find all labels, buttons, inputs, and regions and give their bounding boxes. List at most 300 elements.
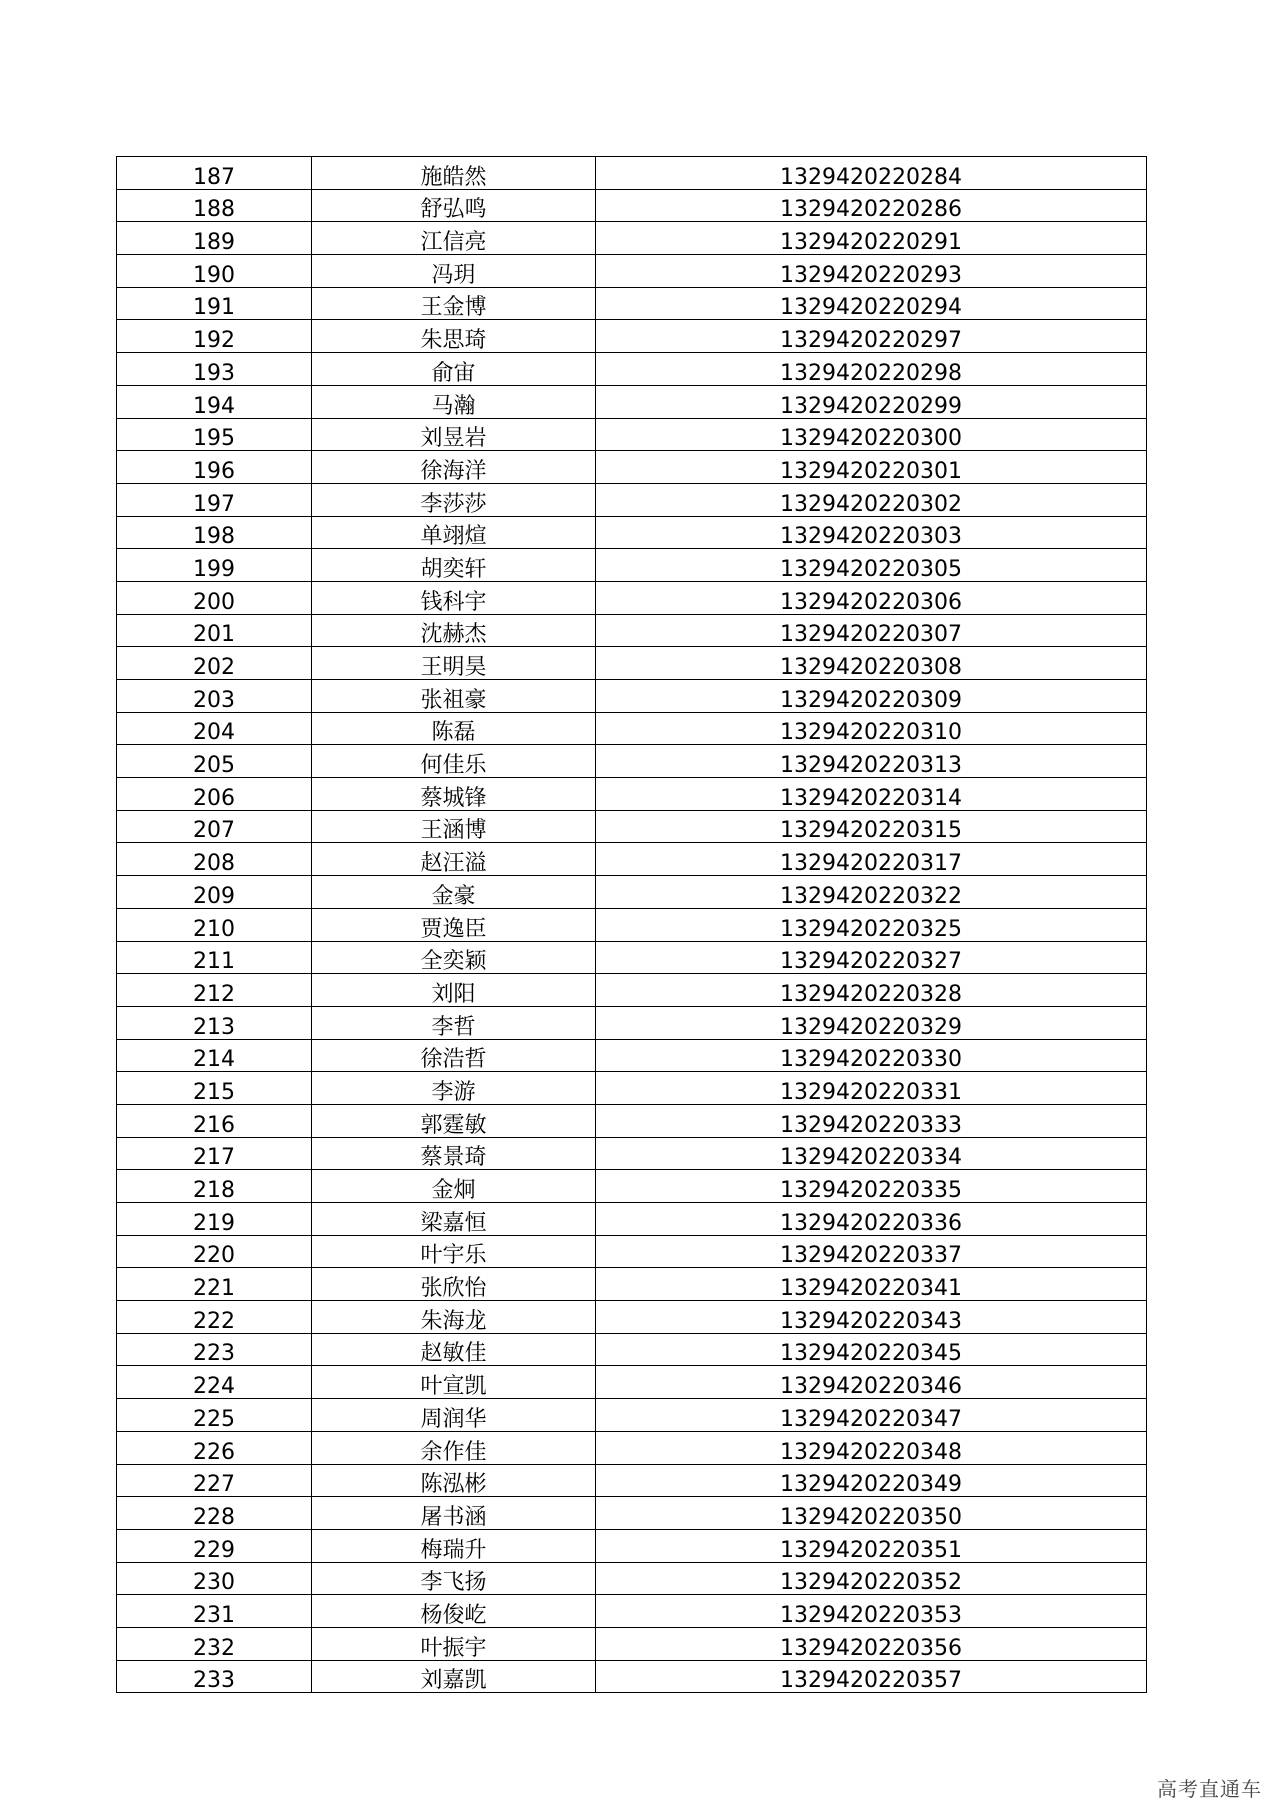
student-name-cell <box>312 1660 596 1693</box>
exam-number-cell <box>596 385 1147 418</box>
student-name-cell <box>312 810 596 843</box>
exam-number-cell-text: 1329420220343 <box>780 1308 962 1334</box>
table-row <box>117 287 1147 320</box>
row-number-cell <box>117 941 312 974</box>
student-name-cell <box>312 1333 596 1366</box>
exam-number-cell-text: 1329420220322 <box>780 883 962 909</box>
exam-number-cell-text: 1329420220297 <box>780 328 962 353</box>
exam-number-cell <box>596 1333 1147 1366</box>
exam-number-cell <box>596 974 1147 1007</box>
row-number-cell <box>117 418 312 451</box>
row-number-cell-text: 206 <box>193 785 235 811</box>
row-number-cell <box>117 1039 312 1072</box>
table-row <box>117 1529 1147 1562</box>
row-number-cell-text: 193 <box>193 360 235 386</box>
student-name-cell-text: 单翊煊 <box>420 524 487 549</box>
exam-number-cell-text: 1329420220352 <box>780 1570 962 1595</box>
student-name-cell-text: 梅瑞升 <box>420 1537 487 1563</box>
row-number-cell-text: 202 <box>193 655 235 680</box>
student-name-cell <box>312 320 596 353</box>
student-name-cell-text: 余作佳 <box>420 1439 487 1464</box>
exam-number-cell-text: 1329420220305 <box>780 556 962 582</box>
exam-number-cell-text: 1329420220306 <box>780 589 962 615</box>
exam-number-cell <box>596 1562 1147 1595</box>
table-row <box>117 614 1147 647</box>
exam-number-cell-text: 1329420220293 <box>780 262 962 288</box>
table-row <box>117 647 1147 680</box>
student-name-cell <box>312 1399 596 1432</box>
student-name-cell <box>312 1627 596 1660</box>
row-number-cell <box>117 974 312 1007</box>
student-name-cell <box>312 483 596 516</box>
table-row <box>117 581 1147 614</box>
row-number-cell-text: 218 <box>193 1178 235 1203</box>
table-row <box>117 778 1147 811</box>
row-number-cell <box>117 1595 312 1628</box>
row-number-cell <box>117 385 312 418</box>
row-number-cell <box>117 1301 312 1334</box>
table-row <box>117 1464 1147 1497</box>
student-name-cell-text: 王明昊 <box>420 655 487 680</box>
student-name-cell <box>312 451 596 484</box>
exam-number-cell-text: 1329420220348 <box>780 1439 962 1464</box>
student-name-cell <box>312 647 596 680</box>
row-number-cell <box>117 778 312 811</box>
student-name-cell <box>312 876 596 909</box>
row-number-cell <box>117 451 312 484</box>
exam-number-cell-text: 1329420220309 <box>780 687 962 713</box>
row-number-cell-text: 231 <box>193 1602 235 1628</box>
row-number-cell <box>117 1235 312 1268</box>
student-name-cell-text: 钱科宇 <box>420 589 487 615</box>
exam-number-cell-text: 1329420220325 <box>780 916 962 941</box>
row-number-cell <box>117 810 312 843</box>
student-name-cell <box>312 1137 596 1170</box>
exam-number-cell <box>596 1104 1147 1137</box>
row-number-cell-text: 201 <box>193 622 235 647</box>
exam-number-cell <box>596 1627 1147 1660</box>
student-name-cell-text: 陈泓彬 <box>420 1472 487 1497</box>
student-name-cell <box>312 1268 596 1301</box>
student-name-cell-text: 舒弘鸣 <box>420 197 487 222</box>
row-number-cell <box>117 1529 312 1562</box>
table-row <box>117 1595 1147 1628</box>
exam-number-cell-text: 1329420220299 <box>780 393 962 418</box>
exam-number-cell <box>596 647 1147 680</box>
row-number-cell <box>117 843 312 876</box>
student-name-cell-text: 屠书涵 <box>420 1504 487 1530</box>
row-number-cell <box>117 680 312 713</box>
exam-number-cell <box>596 1235 1147 1268</box>
table-row <box>117 1235 1147 1268</box>
row-number-cell <box>117 1072 312 1105</box>
exam-number-cell <box>596 353 1147 386</box>
exam-number-cell-text: 1329420220286 <box>780 197 962 222</box>
student-name-cell-text: 刘阳 <box>431 981 476 1007</box>
row-number-cell <box>117 712 312 745</box>
exam-number-cell-text: 1329420220294 <box>780 295 962 320</box>
exam-number-cell <box>596 451 1147 484</box>
row-number-cell <box>117 614 312 647</box>
exam-number-cell <box>596 680 1147 713</box>
row-number-cell-text: 204 <box>193 720 235 745</box>
exam-number-cell-text: 1329420220333 <box>780 1112 962 1138</box>
exam-number-cell-text: 1329420220301 <box>780 458 962 484</box>
row-number-cell-text: 209 <box>193 883 235 909</box>
student-name-cell-text: 王金博 <box>420 295 487 320</box>
row-number-cell-text: 211 <box>193 949 235 974</box>
table-row <box>117 1497 1147 1530</box>
table-row <box>117 222 1147 255</box>
exam-number-cell-text: 1329420220347 <box>780 1406 962 1432</box>
row-number-cell-text: 232 <box>193 1635 235 1661</box>
row-number-cell <box>117 353 312 386</box>
exam-number-cell <box>596 810 1147 843</box>
student-name-cell-text: 江信亮 <box>420 230 487 255</box>
exam-number-cell <box>596 712 1147 745</box>
student-name-cell-text: 俞宙 <box>431 360 476 386</box>
row-number-cell <box>117 320 312 353</box>
student-name-cell <box>312 287 596 320</box>
student-name-cell-text: 徐海洋 <box>420 458 487 484</box>
row-number-cell-text: 194 <box>193 393 235 418</box>
student-name-cell <box>312 1072 596 1105</box>
student-name-cell <box>312 974 596 1007</box>
student-name-cell <box>312 1006 596 1039</box>
row-number-cell-text: 225 <box>193 1406 235 1432</box>
exam-number-cell <box>596 1399 1147 1432</box>
table-row <box>117 941 1147 974</box>
row-number-cell <box>117 1137 312 1170</box>
student-name-cell-text: 张祖豪 <box>420 687 487 713</box>
row-number-cell-text: 190 <box>193 262 235 288</box>
student-name-cell <box>312 549 596 582</box>
row-number-cell <box>117 1203 312 1236</box>
student-name-cell-text: 郭霆敏 <box>420 1112 487 1138</box>
student-name-cell-text: 陈磊 <box>431 720 476 745</box>
exam-number-cell-text: 1329420220328 <box>780 981 962 1007</box>
exam-number-cell-text: 1329420220350 <box>780 1504 962 1530</box>
exam-number-cell-text: 1329420220336 <box>780 1210 962 1236</box>
student-name-cell-text: 梁嘉恒 <box>420 1210 487 1236</box>
row-number-cell-text: 221 <box>193 1276 235 1301</box>
row-number-cell-text: 233 <box>193 1668 235 1693</box>
row-number-cell-text: 192 <box>193 328 235 353</box>
table-row <box>117 1268 1147 1301</box>
exam-number-cell-text: 1329420220315 <box>780 818 962 843</box>
row-number-cell <box>117 549 312 582</box>
student-name-cell <box>312 255 596 288</box>
student-name-cell-text: 叶振宇 <box>420 1635 487 1661</box>
student-name-cell-text: 朱海龙 <box>420 1308 487 1334</box>
table-row <box>117 385 1147 418</box>
student-name-cell <box>312 1039 596 1072</box>
row-number-cell <box>117 1497 312 1530</box>
table-row <box>117 1431 1147 1464</box>
row-number-cell <box>117 255 312 288</box>
table-row <box>117 157 1147 190</box>
table-row <box>117 1366 1147 1399</box>
student-name-cell <box>312 516 596 549</box>
table-row <box>117 1039 1147 1072</box>
table-row <box>117 1137 1147 1170</box>
student-name-cell <box>312 1595 596 1628</box>
student-name-cell <box>312 1104 596 1137</box>
student-name-cell-text: 李游 <box>431 1079 476 1105</box>
student-name-cell-text: 贾逸臣 <box>420 916 487 941</box>
exam-number-cell <box>596 581 1147 614</box>
table-body <box>117 157 1147 1693</box>
exam-number-cell <box>596 1137 1147 1170</box>
row-number-cell <box>117 1366 312 1399</box>
row-number-cell <box>117 1627 312 1660</box>
row-number-cell <box>117 647 312 680</box>
exam-number-cell <box>596 189 1147 222</box>
row-number-cell <box>117 1333 312 1366</box>
row-number-cell <box>117 1268 312 1301</box>
row-number-cell <box>117 1399 312 1432</box>
exam-number-cell <box>596 876 1147 909</box>
student-name-cell <box>312 1235 596 1268</box>
row-number-cell <box>117 189 312 222</box>
table-row <box>117 908 1147 941</box>
exam-number-cell <box>596 843 1147 876</box>
table-row <box>117 1072 1147 1105</box>
row-number-cell-text: 220 <box>193 1243 235 1268</box>
exam-number-cell <box>596 1595 1147 1628</box>
table-row <box>117 1660 1147 1693</box>
student-name-cell <box>312 1562 596 1595</box>
student-name-cell <box>312 1431 596 1464</box>
row-number-cell-text: 227 <box>193 1472 235 1497</box>
row-number-cell-text: 191 <box>193 295 235 320</box>
row-number-cell-text: 207 <box>193 818 235 843</box>
exam-number-cell-text: 1329420220300 <box>780 426 962 451</box>
row-number-cell-text: 219 <box>193 1210 235 1236</box>
row-number-cell-text: 198 <box>193 524 235 549</box>
row-number-cell-text: 212 <box>193 981 235 1007</box>
student-name-cell-text: 张欣怡 <box>420 1276 487 1301</box>
row-number-cell-text: 228 <box>193 1504 235 1530</box>
student-name-cell-text: 施皓然 <box>420 164 487 190</box>
student-name-cell <box>312 1301 596 1334</box>
exam-number-cell <box>596 222 1147 255</box>
exam-number-cell-text: 1329420220341 <box>780 1276 962 1301</box>
student-name-cell-text: 李莎莎 <box>420 491 487 517</box>
exam-number-cell <box>596 549 1147 582</box>
student-name-cell <box>312 222 596 255</box>
student-name-cell <box>312 614 596 647</box>
student-name-cell-text: 刘嘉凯 <box>420 1668 487 1693</box>
exam-number-cell-text: 1329420220349 <box>780 1472 962 1497</box>
exam-number-cell <box>596 745 1147 778</box>
row-number-cell <box>117 1660 312 1693</box>
row-number-cell-text: 214 <box>193 1047 235 1072</box>
exam-number-cell <box>596 287 1147 320</box>
exam-number-cell <box>596 157 1147 190</box>
exam-number-cell-text: 1329420220335 <box>780 1178 962 1203</box>
exam-number-cell <box>596 483 1147 516</box>
row-number-cell-text: 205 <box>193 753 235 778</box>
student-name-cell-text: 周润华 <box>420 1406 487 1432</box>
row-number-cell-text: 210 <box>193 916 235 941</box>
row-number-cell-text: 229 <box>193 1537 235 1563</box>
exam-number-cell <box>596 1006 1147 1039</box>
table-row <box>117 320 1147 353</box>
exam-number-cell-text: 1329420220308 <box>780 655 962 680</box>
exam-number-cell-text: 1329420220302 <box>780 491 962 517</box>
student-name-cell-text: 李哲 <box>431 1014 476 1040</box>
exam-number-cell <box>596 1464 1147 1497</box>
row-number-cell <box>117 1170 312 1203</box>
student-name-cell <box>312 778 596 811</box>
exam-number-cell <box>596 320 1147 353</box>
exam-number-cell-text: 1329420220357 <box>780 1668 962 1693</box>
table-row <box>117 189 1147 222</box>
row-number-cell-text: 223 <box>193 1341 235 1366</box>
student-name-cell <box>312 1529 596 1562</box>
table-row <box>117 1301 1147 1334</box>
table-row <box>117 1006 1147 1039</box>
exam-number-cell-text: 1329420220307 <box>780 622 962 647</box>
student-name-cell-text: 全奕颖 <box>420 949 487 974</box>
exam-number-cell-text: 1329420220284 <box>780 164 962 190</box>
table-row <box>117 516 1147 549</box>
student-name-cell <box>312 941 596 974</box>
row-number-cell-text: 213 <box>193 1014 235 1040</box>
table-row <box>117 1203 1147 1236</box>
student-name-cell-text: 叶宣凯 <box>420 1374 487 1399</box>
row-number-cell <box>117 908 312 941</box>
row-number-cell-text: 188 <box>193 197 235 222</box>
table-row <box>117 712 1147 745</box>
table-row <box>117 974 1147 1007</box>
exam-number-cell <box>596 1301 1147 1334</box>
student-name-cell-text: 何佳乐 <box>420 753 487 778</box>
exam-number-cell <box>596 516 1147 549</box>
student-name-cell-text: 王涵博 <box>420 818 487 843</box>
student-name-cell-text: 蔡景琦 <box>420 1145 487 1170</box>
exam-number-cell <box>596 1170 1147 1203</box>
row-number-cell-text: 199 <box>193 556 235 582</box>
student-name-cell <box>312 189 596 222</box>
row-number-cell-text: 216 <box>193 1112 235 1138</box>
table-row <box>117 1399 1147 1432</box>
exam-number-cell-text: 1329420220337 <box>780 1243 962 1268</box>
student-name-cell-text: 蔡城锋 <box>420 785 487 811</box>
row-number-cell-text: 208 <box>193 851 235 876</box>
row-number-cell-text: 230 <box>193 1570 235 1595</box>
exam-number-cell-text: 1329420220353 <box>780 1602 962 1628</box>
row-number-cell-text: 217 <box>193 1145 235 1170</box>
table-row <box>117 418 1147 451</box>
site-watermark: 高考直通车 <box>1157 1777 1262 1801</box>
student-name-cell-text: 赵汪溢 <box>420 851 487 876</box>
exam-number-cell-text: 1329420220303 <box>780 524 962 549</box>
exam-number-cell-text: 1329420220317 <box>780 851 962 876</box>
exam-number-cell <box>596 1660 1147 1693</box>
student-name-cell <box>312 1464 596 1497</box>
exam-number-cell-text: 1329420220329 <box>780 1014 962 1040</box>
exam-number-cell <box>596 1431 1147 1464</box>
student-name-cell-text: 徐浩哲 <box>420 1047 487 1072</box>
exam-number-cell-text: 1329420220334 <box>780 1145 962 1170</box>
row-number-cell-text: 203 <box>193 687 235 713</box>
exam-number-cell <box>596 1268 1147 1301</box>
table-row <box>117 1333 1147 1366</box>
exam-number-cell-text: 1329420220356 <box>780 1635 962 1661</box>
exam-number-cell <box>596 1366 1147 1399</box>
table-row <box>117 745 1147 778</box>
row-number-cell-text: 197 <box>193 491 235 517</box>
row-number-cell <box>117 1431 312 1464</box>
row-number-cell-text: 224 <box>193 1374 235 1399</box>
student-name-cell <box>312 418 596 451</box>
student-name-cell-text: 金炯 <box>431 1178 476 1203</box>
table-row <box>117 1562 1147 1595</box>
exam-number-cell <box>596 255 1147 288</box>
student-name-cell <box>312 680 596 713</box>
row-number-cell <box>117 287 312 320</box>
row-number-cell-text: 187 <box>193 164 235 190</box>
row-number-cell <box>117 876 312 909</box>
student-name-cell <box>312 385 596 418</box>
row-number-cell-text: 215 <box>193 1079 235 1105</box>
table-row <box>117 810 1147 843</box>
exam-number-cell-text: 1329420220313 <box>780 753 962 778</box>
row-number-cell <box>117 745 312 778</box>
exam-number-cell <box>596 1203 1147 1236</box>
row-number-cell <box>117 1464 312 1497</box>
student-name-cell-text: 刘昱岩 <box>420 426 487 451</box>
row-number-cell <box>117 1562 312 1595</box>
exam-number-cell-text: 1329420220330 <box>780 1047 962 1072</box>
table-row <box>117 483 1147 516</box>
exam-number-cell-text: 1329420220345 <box>780 1341 962 1366</box>
student-name-cell-text: 金豪 <box>431 883 476 909</box>
row-number-cell <box>117 1006 312 1039</box>
student-list-table <box>116 156 1147 1693</box>
exam-number-cell-text: 1329420220310 <box>780 720 962 745</box>
student-name-cell <box>312 157 596 190</box>
student-name-cell-text: 叶宇乐 <box>420 1243 487 1268</box>
row-number-cell-text: 189 <box>193 230 235 255</box>
student-name-cell-text: 胡奕轩 <box>420 556 487 582</box>
student-name-cell <box>312 843 596 876</box>
exam-number-cell <box>596 1497 1147 1530</box>
row-number-cell-text: 226 <box>193 1439 235 1464</box>
row-number-cell-text: 200 <box>193 589 235 615</box>
row-number-cell <box>117 483 312 516</box>
student-name-cell-text: 马瀚 <box>431 393 476 418</box>
student-name-cell <box>312 712 596 745</box>
student-name-cell <box>312 581 596 614</box>
row-number-cell <box>117 157 312 190</box>
student-name-cell <box>312 353 596 386</box>
exam-number-cell <box>596 778 1147 811</box>
exam-number-cell-text: 1329420220331 <box>780 1079 962 1105</box>
student-name-cell-text: 沈赫杰 <box>420 622 487 647</box>
row-number-cell <box>117 1104 312 1137</box>
table-row <box>117 549 1147 582</box>
exam-number-cell <box>596 1039 1147 1072</box>
table-row <box>117 876 1147 909</box>
exam-number-cell-text: 1329420220298 <box>780 360 962 386</box>
exam-number-cell-text: 1329420220346 <box>780 1374 962 1399</box>
student-name-cell <box>312 908 596 941</box>
exam-number-cell-text: 1329420220314 <box>780 785 962 811</box>
student-name-cell <box>312 1170 596 1203</box>
